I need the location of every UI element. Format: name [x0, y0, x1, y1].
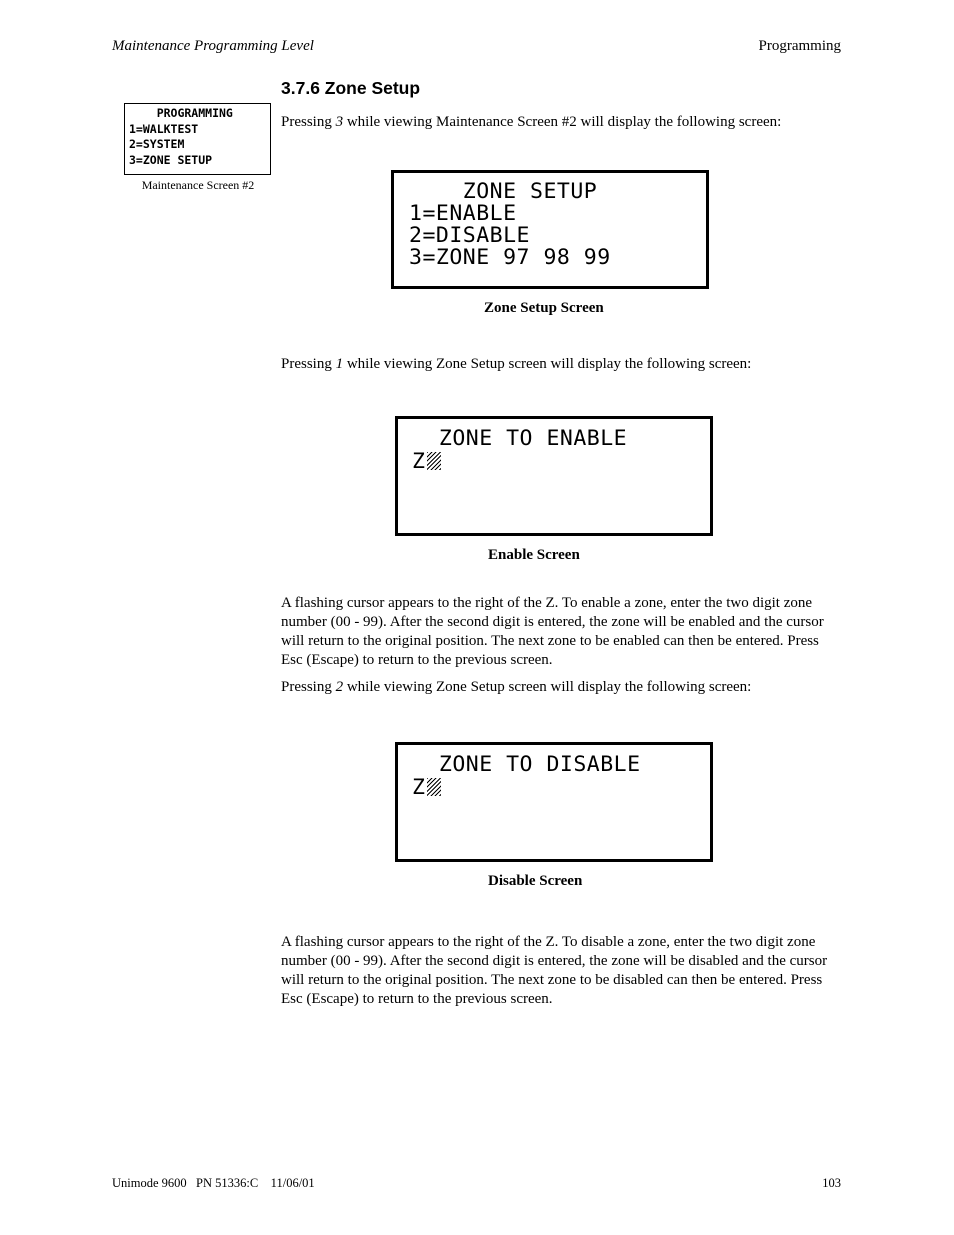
lcd-z: Z	[412, 449, 426, 474]
lcd-z: Z	[412, 775, 426, 800]
key-number: 3	[335, 114, 344, 130]
lcd-line: 2=SYSTEM	[129, 137, 185, 151]
running-header-left: Maintenance Programming Level	[112, 38, 314, 54]
section-title: 3.7.6 Zone Setup	[281, 78, 421, 98]
lcd-line: 2=DISABLE	[409, 223, 530, 248]
intro-paragraph	[281, 113, 843, 132]
lcd-line: ZONE TO DISABLE	[412, 752, 641, 777]
cursor-icon	[427, 452, 441, 470]
cursor-icon	[427, 778, 441, 796]
enable-screen-display	[395, 416, 713, 536]
press1-paragraph	[281, 355, 843, 374]
text: Pressing	[281, 679, 336, 695]
page-number: 103	[822, 1176, 841, 1190]
press2-paragraph	[281, 678, 843, 697]
lcd-line: 3=ZONE 97 98 99	[409, 245, 611, 270]
lcd-line: 3=ZONE SETUP	[129, 152, 213, 167]
enable-paragraph: A flashing cursor appears to the right of the Z. To enable a zone, enter the two digit zone number (00 - 99). After the second digit is entered, the zone will be enabled and the cursor will return to the original position. The next zone to be enabled can then be entered. Press Esc (Escape) to return to the previous screen.	[281, 595, 824, 668]
maintenance-screen-display	[124, 103, 271, 175]
lcd-line	[412, 776, 710, 799]
text: Pressing	[281, 356, 336, 372]
lcd-line: PROGRAMMING	[129, 106, 233, 120]
text: while viewing Zone Setup screen will display the following screen:	[343, 356, 752, 372]
footer-left: Unimode 9600 PN 51336:C 11/06/01	[112, 1176, 315, 1190]
lcd-line: 1=ENABLE	[409, 201, 517, 226]
key-number: 1	[335, 356, 344, 372]
lcd-line	[412, 450, 710, 473]
maintenance-screen-caption: Maintenance Screen #2	[141, 178, 255, 192]
text: while viewing Maintenance Screen #2 will display the following screen:	[343, 114, 782, 130]
disable-screen-caption: Disable Screen	[488, 873, 583, 889]
lcd-line: 1=WALKTEST	[129, 121, 199, 136]
lcd-line: ZONE SETUP	[409, 179, 598, 204]
zone-setup-screen-display	[391, 170, 709, 289]
lcd-line: ZONE TO ENABLE	[412, 426, 628, 451]
disable-paragraph: A flashing cursor appears to the right of the Z. To disable a zone, enter the two digit zone number (00 - 99). After the second digit is entered, the zone will be disabled and the cursor will return to the original position. The next zone to be disabled can then be entered. Press Esc (Escape) to return to the previous screen.	[281, 934, 828, 1007]
disable-screen-display	[395, 742, 713, 862]
text: while viewing Zone Setup screen will display the following screen:	[343, 679, 752, 695]
zone-setup-caption: Zone Setup Screen	[484, 300, 604, 316]
key-number: 2	[335, 679, 344, 695]
text: Pressing	[281, 114, 336, 130]
running-header-right: Programming	[758, 38, 841, 54]
enable-screen-caption: Enable Screen	[488, 547, 580, 563]
